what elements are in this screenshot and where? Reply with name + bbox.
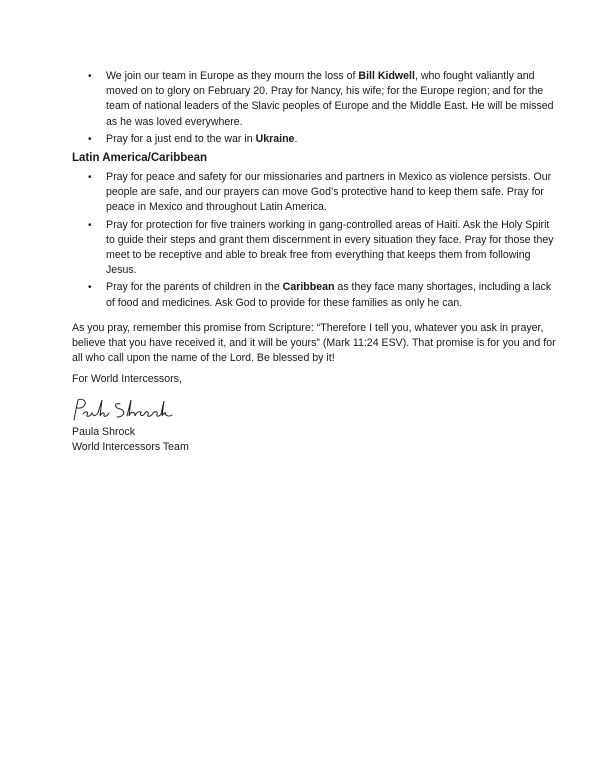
item-text: Pray for a just end to the war in — [106, 132, 256, 145]
list-item — [88, 170, 556, 216]
closing-paragraph: As you pray, remember this promise from Scripture: “Therefore I tell you, whatever you ask in prayer, believe that you have received it, and it will be yours” (Mark 11:24 ESV). That promise is for you and for all who call upon the name of the Lord. Be blessed by it! — [72, 322, 556, 365]
bullet-icon: • — [88, 219, 92, 231]
sign-off: For World Intercessors, — [72, 373, 182, 385]
item-text: Pray for peace and safety for our missionaries and partners in Mexico as violence persists. Our people are safe, and our prayers can move God’s protective hand to keep them safe. Pray for peace in Mexico and throughout Latin America. — [106, 171, 552, 214]
list-item — [88, 132, 556, 147]
item-text: as they face many shortages, including a lack of food and medicines. Ask God to provide for these families as only he can. — [106, 281, 552, 309]
item-text: We join our team in Europe as they mourn the loss of — [106, 70, 359, 82]
section-heading-latin-america: Latin America/Caribbean — [72, 152, 208, 164]
item-text: , who fought valiantly and moved on to glory on February 20. Pray for Nancy, his wife; for the Europe region; and for the team of national leaders of the Slavic peoples of Europe and the Middle East. He will be missed as he was loved everywhere. — [106, 70, 554, 128]
item-text: Pray for the parents of children in the — [106, 281, 283, 294]
bullet-icon: • — [88, 71, 92, 82]
list-item — [88, 280, 556, 310]
bullet-icon: • — [88, 133, 92, 145]
signer-name: Paula Shrock — [72, 426, 136, 438]
item-bold-text: Bill Kidwell — [358, 70, 415, 82]
latin-america-prayer-list — [88, 170, 556, 313]
item-text: Pray for protection for five trainers working in gang-controlled areas of Haiti. Ask the Holy Spirit to guide their steps and grant them discernment in every situation they face. Pray for those they meet to be receptive and able to break free from everything that keeps them from following Jesus. — [106, 218, 554, 277]
bullet-icon: • — [88, 172, 92, 183]
item-text: . — [294, 132, 298, 145]
signer-team: World Intercessors Team — [72, 441, 189, 453]
handwritten-signature — [70, 396, 190, 426]
list-item — [88, 218, 556, 279]
item-bold-text: Caribbean — [282, 281, 335, 294]
item-bold-text: Ukraine — [255, 132, 295, 145]
bullet-icon: • — [88, 282, 92, 294]
europe-prayer-list — [88, 69, 556, 149]
list-item — [88, 69, 556, 130]
